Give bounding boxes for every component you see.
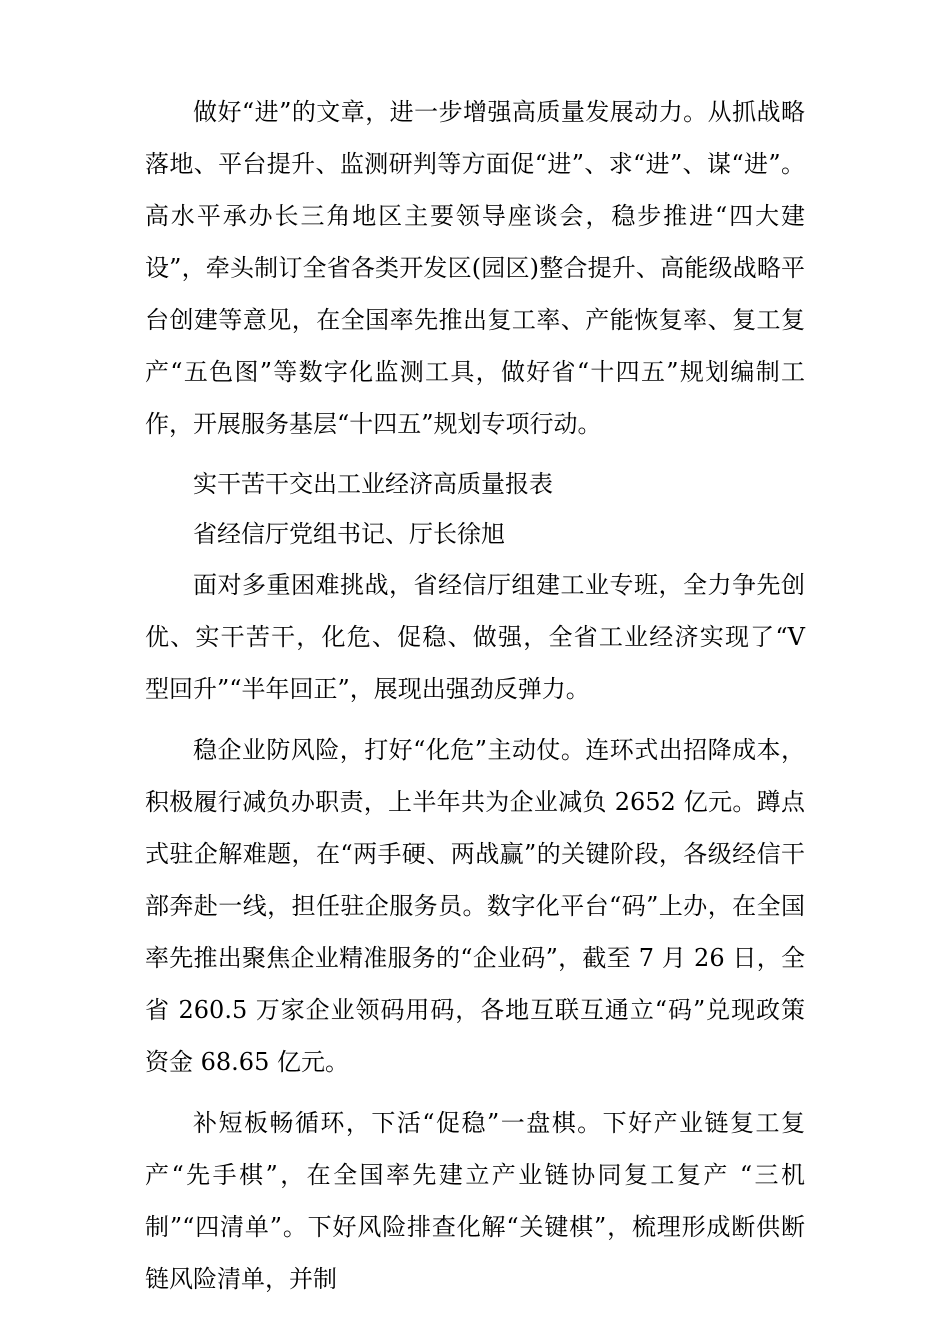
article-author: 省经信厅党组书记、厅长徐旭 [193,520,505,548]
paragraph-supply-chain: 补短板畅循环，下活“促稳”一盘棋。下好产业链复工复产“先手棋”，在全国率先建立产业链协同复工复产 “三机制”“四清单”。下好风险排查化解“关键棋”，梳理形成断供断链风险清单，并制 [145,1109,805,1293]
paragraph-stabilize: 稳企业防风险，打好“化危”主动仗。连环式出招降成本，积极履行减负办职责，上半年共为企业减负 2652 亿元。蹲点式驻企解难题，在“两手硬、两战赢”的关键阶段，各级经信干部奔赴一线，担任驻企服务员。数字化平台“码”上办，在全国率先推出聚焦企业精准服务的“企业码”，截至 7 月 26 日，全省 260.5 万家企业领码用码，各地互联互通立“码”兑现政策资金 68.65 亿元。 [145,736,805,1076]
paragraph-intro: 面对多重困难挑战，省经信厅组建工业专班，全力争先创优、实干苦干，化危、促稳、做强，全省工业经济实现了“V 型回升”“半年回正”，展现出强劲反弹力。 [145,571,805,703]
document-body [145,86,805,1305]
paragraph-planning: 做好“进”的文章，进一步增强高质量发展动力。从抓战略落地、平台提升、监测研判等方面促“进”、求“进”、谋“进”。高水平承办长三角地区主要领导座谈会，稳步推进“四大建设”，牵头制订全省各类开发区(园区)整合提升、高能级战略平台创建等意见，在全国率先推出复工率、产能恢复率、复工复产“五色图”等数字化监测工具，做好省“十四五”规划编制工作，开展服务基层“十四五”规划专项行动。 [145,98,805,438]
article-title: 实干苦干交出工业经济高质量报表 [193,470,553,498]
